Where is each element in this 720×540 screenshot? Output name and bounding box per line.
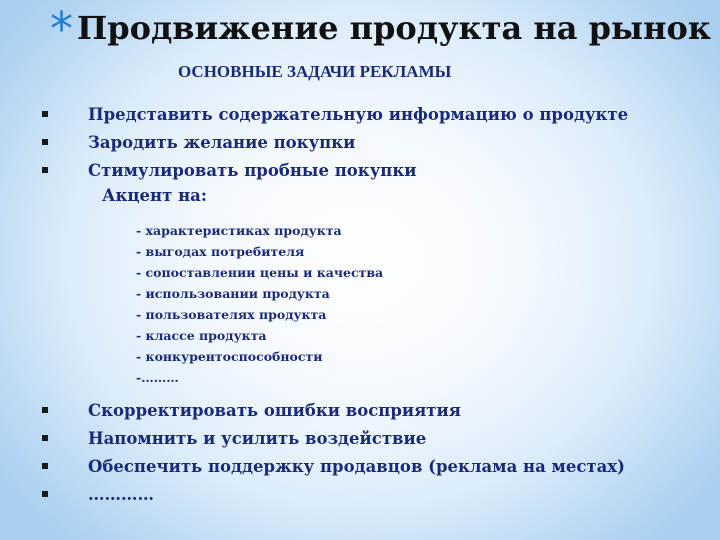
bullet-text: Скорректировать ошибки восприятия bbox=[88, 400, 461, 420]
top-bullet-list bbox=[30, 100, 710, 184]
list-item bbox=[30, 128, 710, 156]
sub-list-item: -……… bbox=[136, 370, 179, 385]
list-item bbox=[30, 480, 710, 508]
square-bullet-icon bbox=[42, 111, 48, 117]
subtitle: ОСНОВНЫЕ ЗАДАЧИ РЕКЛАМЫ bbox=[178, 62, 452, 81]
bullet-text: Зародить желание покупки bbox=[88, 132, 356, 152]
square-bullet-icon bbox=[42, 491, 48, 497]
square-bullet-icon bbox=[42, 407, 48, 413]
sub-list-item: - пользователях продукта bbox=[136, 307, 327, 322]
bullet-text: Стимулировать пробные покупки bbox=[88, 160, 417, 180]
sub-list-item: - конкурентоспособности bbox=[136, 349, 323, 364]
bullet-text: Представить содержательную информацию о продукте bbox=[88, 104, 629, 124]
square-bullet-icon bbox=[42, 463, 48, 469]
bottom-bullet-list bbox=[30, 396, 710, 508]
bullet-text: Напомнить и усилить воздействие bbox=[88, 428, 427, 448]
accent-sublist bbox=[136, 220, 383, 388]
list-item bbox=[30, 452, 710, 480]
list-item bbox=[30, 156, 710, 184]
sub-list-item: - сопоставлении цены и качества bbox=[136, 265, 384, 280]
square-bullet-icon bbox=[42, 435, 48, 441]
sub-list-item: - выгодах потребителя bbox=[136, 244, 305, 259]
title-row bbox=[50, 2, 711, 56]
list-item bbox=[30, 396, 710, 424]
square-bullet-icon bbox=[42, 139, 48, 145]
title-asterisk-icon: * bbox=[50, 2, 73, 56]
sub-list-item: - использовании продукта bbox=[136, 286, 330, 301]
accent-label: Акцент на: bbox=[102, 186, 207, 205]
sub-list-item: - характеристиках продукта bbox=[136, 223, 342, 238]
bullet-text: ………… bbox=[88, 484, 154, 504]
square-bullet-icon bbox=[42, 167, 48, 173]
sub-list-item: - классе продукта bbox=[136, 328, 267, 343]
list-item bbox=[30, 424, 710, 452]
page-title: Продвижение продукта на рынок bbox=[77, 9, 711, 47]
list-item bbox=[30, 100, 710, 128]
bullet-text: Обеспечить поддержку продавцов (реклама на местах) bbox=[88, 456, 625, 476]
